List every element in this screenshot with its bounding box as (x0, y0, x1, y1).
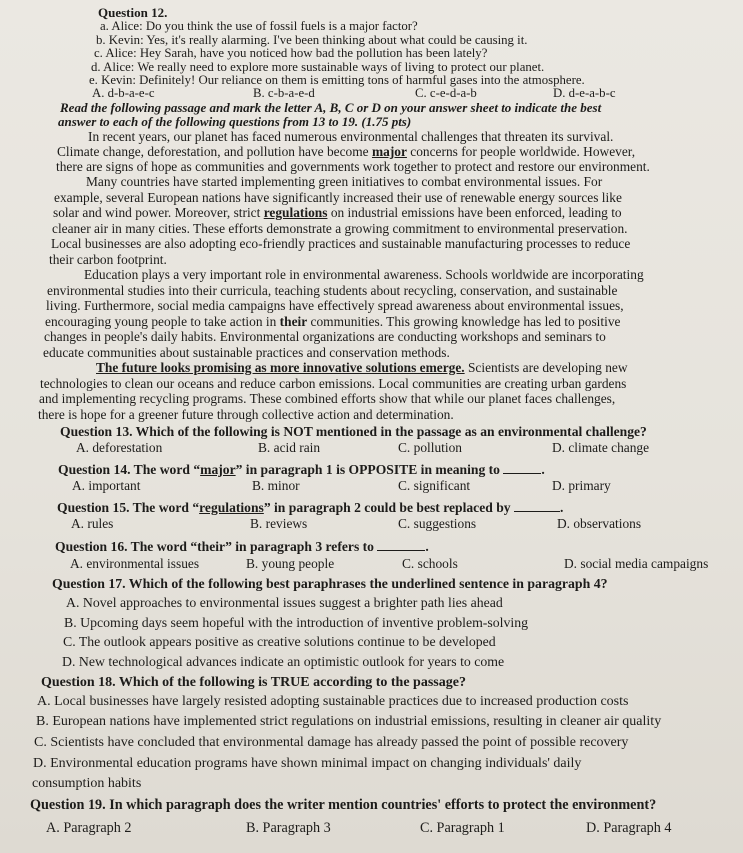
instruction-line-2: answer to each of the following questions from 13 to 19. (1.75 pts) (58, 114, 412, 129)
q14-option-a[interactable]: A. important (72, 478, 141, 493)
q12-option-a[interactable]: A. d-b-a-e-c (92, 86, 155, 100)
q16-option-d[interactable]: D. social media campaigns (564, 556, 709, 571)
instruction-line-1: Read the following passage and mark the letter A, B, C or D on your answer sheet to indicate the best (60, 100, 602, 115)
p4-line-2: technologies to clean our oceans and reduce carbon emissions. Local communities are creating urban gardens (40, 376, 627, 391)
q14-option-b[interactable]: B. minor (252, 478, 300, 493)
q13-option-b[interactable]: B. acid rain (258, 440, 321, 455)
q19-option-a[interactable]: A. Paragraph 2 (46, 820, 132, 836)
q16-option-a[interactable]: A. environmental issues (70, 556, 200, 571)
underlined-word-major: major (371, 144, 407, 159)
q16-option-c[interactable]: C. schools (402, 556, 458, 571)
q16-stem: Question 16. The word “their” in paragraph 3 refers to . (55, 539, 429, 554)
p3-line-5: changes in people's daily habits. Environmental organizations are conducting workshops and seminars to (44, 329, 606, 344)
p3-line-4: encouraging young people to take action in their communities. This growing knowledge has led to positive (45, 314, 621, 329)
q14-stem: Question 14. The word “major” in paragraph 1 is OPPOSITE in meaning to . (58, 462, 545, 477)
q18-option-d-continued: consumption habits (32, 776, 142, 791)
p2-line-2: example, several European nations have significantly increased their use of renewable energy sources like (54, 190, 622, 205)
q12-option-b[interactable]: B. c-b-a-e-d (253, 86, 315, 100)
q19-option-d[interactable]: D. Paragraph 4 (586, 820, 672, 836)
q16-keyword: their (197, 539, 226, 554)
q15-option-a[interactable]: A. rules (71, 516, 114, 531)
p4-line-4: there is hope for a greener future through collective action and determination. (38, 407, 454, 422)
q14-option-d[interactable]: D. primary (552, 478, 611, 493)
q15-options (57, 516, 697, 532)
q17-option-c[interactable]: C. The outlook appears positive as creative solutions continue to be developed (63, 634, 496, 649)
q15-option-b[interactable]: B. reviews (250, 516, 308, 531)
q12-option-c[interactable]: C. c-e-d-a-b (415, 86, 477, 100)
q17-option-d[interactable]: D. New technological advances indicate an optimistic outlook for years to come (62, 654, 505, 669)
q13-option-c[interactable]: C. pollution (398, 440, 462, 455)
underlined-word-regulations: regulations (263, 205, 328, 220)
q19-option-b[interactable]: B. Paragraph 3 (246, 820, 331, 836)
q16-option-b[interactable]: B. young people (246, 556, 335, 571)
q14-options (58, 478, 698, 494)
q18-option-b[interactable]: B. European nations have implemented strict regulations on industrial emissions, resulting in cleaner air quality (36, 714, 662, 729)
q15-stem: Question 15. The word “regulations” in paragraph 2 could be best replaced by . (57, 500, 564, 515)
q12-line-a: a. Alice: Do you think the use of fossil fuels is a major factor? (100, 19, 418, 33)
q14-answer-blank[interactable] (503, 461, 541, 474)
q18-option-d[interactable]: D. Environmental education programs have shown minimal impact on changing individuals' daily (33, 756, 582, 771)
q19-stem: Question 19. In which paragraph does the writer mention countries' efforts to protect the environment? (30, 797, 657, 813)
q17-option-b[interactable]: B. Upcoming days seem hopeful with the introduction of inventive problem-solving (64, 615, 529, 630)
q12-line-d: d. Alice: We really need to explore more sustainable ways of living to protect our planet. (91, 60, 545, 74)
q13-option-a[interactable]: A. deforestation (76, 440, 163, 455)
p1-line-2: Climate change, deforestation, and pollution have become major concerns for people worldwide. However, (57, 144, 636, 159)
q14-keyword: major (200, 462, 236, 477)
p2-line-1: Many countries have started implementing green initiatives to combat environmental issues. For (86, 174, 603, 189)
q17-option-a[interactable]: A. Novel approaches to environmental issues suggest a brighter path lies ahead (66, 595, 503, 610)
bold-word-their: their (279, 314, 308, 329)
question-12-header: Question 12. (98, 5, 168, 20)
q15-option-c[interactable]: C. suggestions (398, 516, 477, 531)
q19-option-c[interactable]: C. Paragraph 1 (420, 820, 505, 836)
q12-line-c: c. Alice: Hey Sarah, have you noticed how bad the pollution has been lately? (94, 46, 488, 60)
p3-line-3: living. Furthermore, social media campaigns have effectively spread awareness about environmental issues, (46, 298, 624, 313)
p2-line-5: Local businesses are also adopting eco-friendly practices and sustainable manufacturing processes to reduce (51, 236, 631, 251)
q13-options (60, 440, 700, 456)
p1-line-1: In recent years, our planet has faced numerous environmental challenges that threaten its survival. (88, 129, 614, 144)
q17-stem: Question 17. Which of the following best paraphrases the underlined sentence in paragraph 4? (52, 576, 608, 591)
q18-stem: Question 18. Which of the following is TRUE according to the passage? (41, 675, 466, 690)
q16-answer-blank[interactable] (377, 538, 425, 551)
p3-line-2: environmental studies into their curricula, teaching students about recycling, conservation, and sustainable (47, 283, 618, 298)
q15-keyword: regulations (199, 500, 264, 515)
p1-line-3: there are signs of hope as communities and governments work together to protect and restore our environment. (56, 159, 650, 174)
q12-option-d[interactable]: D. d-e-a-b-c (553, 86, 616, 100)
q18-option-a[interactable]: A. Local businesses have largely resisted adopting sustainable practices due to increased production costs (37, 694, 629, 709)
q15-answer-blank[interactable] (514, 499, 560, 512)
p3-line-6: educate communities about sustainable practices and conservation methods. (43, 345, 450, 360)
p4-line-1: The future looks promising as more innovative solutions emerge. Scientists are developing new (96, 360, 628, 375)
q14-option-c[interactable]: C. significant (398, 478, 471, 493)
q12-line-e: e. Kevin: Definitely! Our reliance on them is emitting tons of harmful gases into the atmosphere. (89, 73, 585, 87)
p2-line-6: their carbon footprint. (49, 252, 167, 267)
q13-option-d[interactable]: D. climate change (552, 440, 650, 455)
q12-options (89, 85, 649, 101)
q19-options (30, 820, 730, 838)
q18-option-c[interactable]: C. Scientists have concluded that environmental damage has already passed the point of possible recovery (34, 735, 629, 750)
p2-line-4: cleaner air in many cities. These efforts demonstrate a growing commitment to environmental preservation. (52, 221, 628, 236)
q15-option-d[interactable]: D. observations (557, 516, 642, 531)
p4-line-3: and implementing recycling programs. These combined efforts show that while our planet faces challenges, (39, 391, 616, 406)
underlined-sentence: The future looks promising as more innovative solutions emerge. (96, 360, 465, 375)
q12-line-b: b. Kevin: Yes, it's really alarming. I've been thinking about what could be causing it. (96, 33, 528, 47)
p3-line-1: Education plays a very important role in environmental awareness. Schools worldwide are incorporating (84, 267, 644, 282)
q13-stem: Question 13. Which of the following is NOT mentioned in the passage as an environmental challenge? (60, 424, 647, 439)
q16-options (56, 556, 736, 572)
p2-line-3: solar and wind power. Moreover, strict regulations on industrial emissions have been enforced, leading to (53, 205, 622, 220)
